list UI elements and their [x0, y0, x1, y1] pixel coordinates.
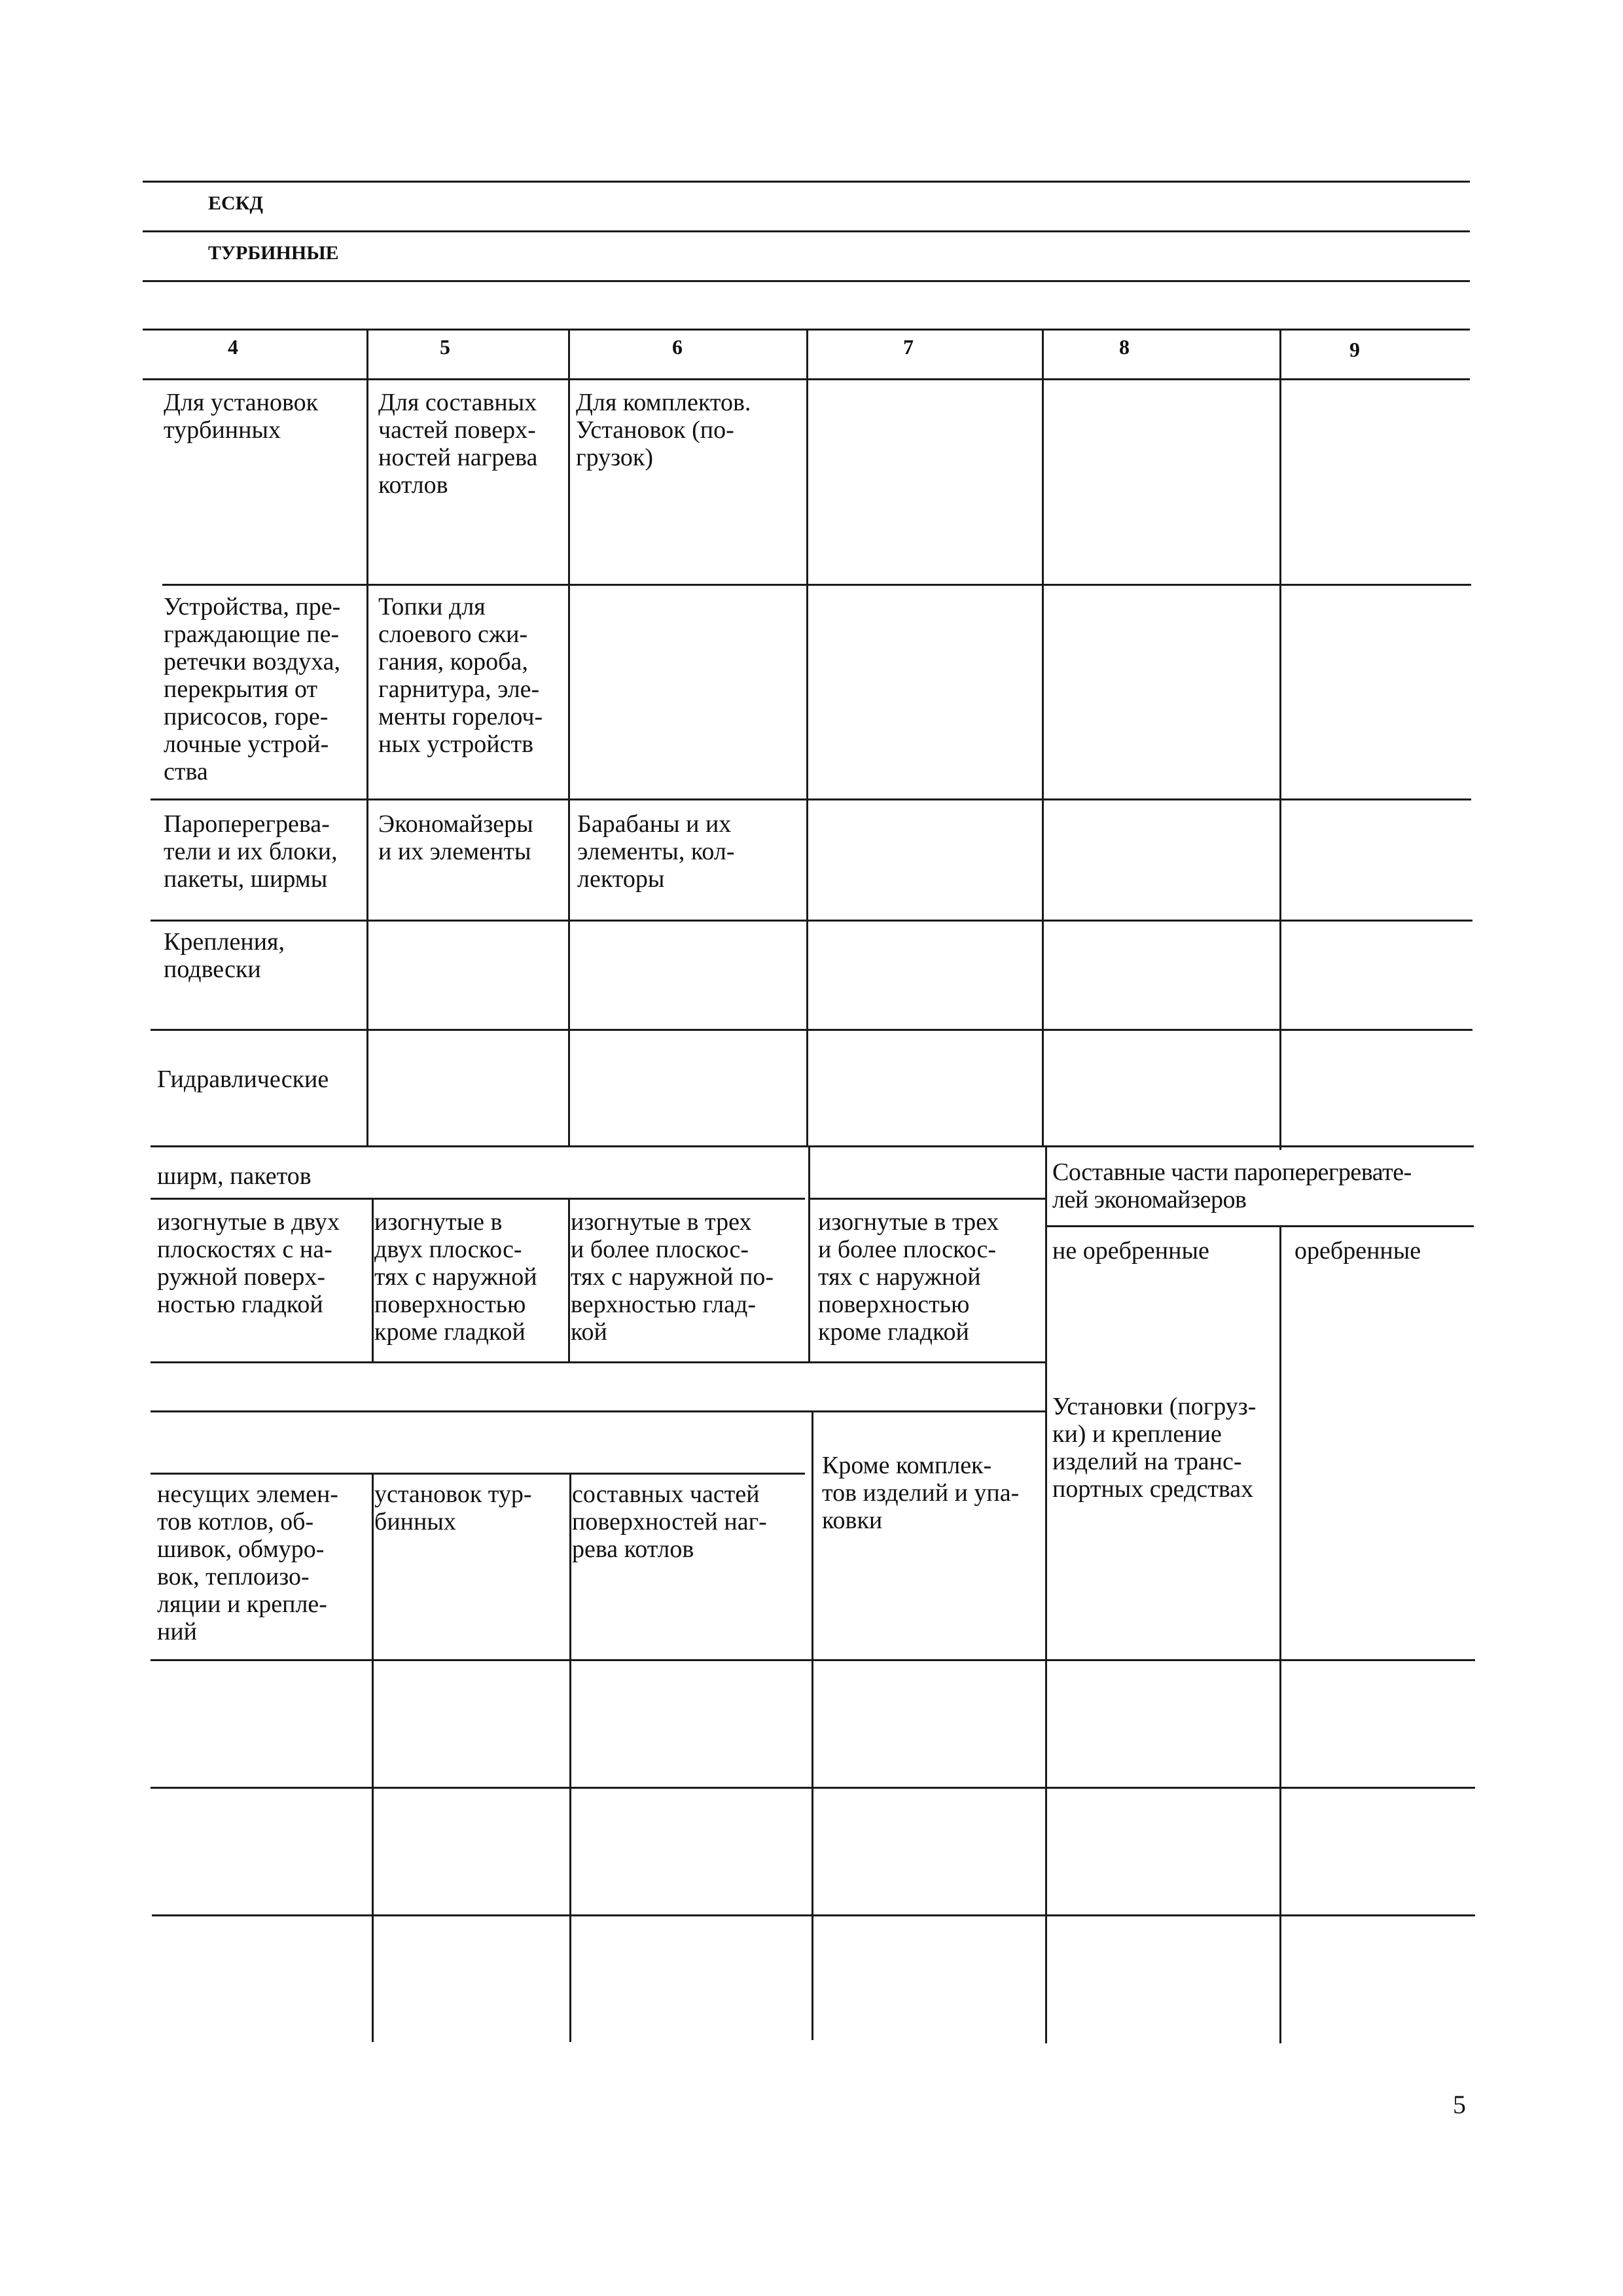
page-number: 5: [1453, 2090, 1466, 2119]
header-label-eskd: ЕСКД: [208, 192, 264, 214]
column-rule: [1279, 1225, 1281, 2043]
cell-text: Для комплектов. Установок (по- грузок): [576, 389, 751, 471]
column-rule: [372, 1198, 374, 1361]
cell-text: изогнутые в трех и более плоскос- тях с наружной по- верхностью глад- кой: [571, 1208, 774, 1346]
table-rule: [151, 1029, 1472, 1031]
table-rule: [1045, 1225, 1474, 1227]
cell-text: составных частей поверхностей наг- рева котлов: [572, 1480, 767, 1563]
header-rule-3: [143, 280, 1470, 282]
column-rule: [806, 329, 808, 1147]
table-rule: [162, 584, 1471, 586]
column-rule: [372, 1473, 374, 2042]
table-rule: [151, 1145, 1474, 1147]
header-rule-2: [143, 230, 1470, 232]
cell-text: Для составных частей поверх- ностей нагрева котлов: [378, 389, 538, 499]
column-rule: [808, 1145, 810, 1361]
cell-text: Экономайзеры и их элементы: [378, 810, 533, 865]
column-rule: [812, 1410, 813, 2040]
table-rule: [151, 1473, 805, 1475]
cell-text: Гидравлические: [157, 1066, 329, 1093]
column-number: 4: [228, 335, 238, 359]
header-label-turbine: ТУРБИННЫЕ: [208, 242, 339, 264]
table-rule: [151, 1410, 1046, 1412]
column-number: 9: [1349, 338, 1360, 361]
header-rule-top: [143, 181, 1470, 183]
cell-text: Барабаны и их элементы, кол- лекторы: [577, 810, 735, 893]
column-rule: [568, 329, 570, 1147]
column-rule: [366, 329, 368, 1147]
cell-text: Составные части пароперегревате- лей экономайзеров: [1052, 1158, 1412, 1213]
column-number: 5: [440, 335, 450, 359]
table-rule: [151, 798, 1471, 800]
table-rule: [810, 1198, 1045, 1200]
column-rule: [1045, 1145, 1047, 2043]
cell-text: Крепления, подвески: [164, 928, 285, 983]
cell-text: несущих элемен- тов котлов, об- шивок, обмуро- вок, теплоизо- ляции и крепле- ний: [157, 1480, 338, 1645]
cell-text: изогнутые в двух плоскостях с на- ружной поверх- ностью гладкой: [157, 1208, 340, 1318]
cell-text: ширм, пакетов: [157, 1162, 312, 1190]
cell-text: изогнутые в двух плоскос- тях с наружной поверхностью кроме гладкой: [374, 1208, 537, 1346]
column-rule: [568, 1198, 570, 1361]
cell-text: Устройства, пре- граждающие пе- ретечки воздуха, перекрытия от присосов, горе- лочные устрой- ства: [164, 593, 341, 785]
cell-text: оребренные: [1294, 1237, 1421, 1265]
column-number: 7: [903, 335, 914, 359]
cell-text: Для установок турбинных: [164, 389, 319, 444]
column-number: 6: [672, 335, 683, 359]
cell-text: изогнутые в трех и более плоскос- тях с наружной поверхностью кроме гладкой: [818, 1208, 999, 1346]
column-rule: [1042, 329, 1044, 1147]
table-rule: [151, 1198, 805, 1200]
cell-text: не оребренные: [1052, 1237, 1209, 1265]
cell-text: Установки (погруз- ки) и крепление изделий на транс- портных средствах: [1052, 1393, 1257, 1503]
cell-text: установок тур- бинных: [374, 1480, 532, 1535]
cell-text: Кроме комплек- тов изделий и упа- ковки: [822, 1452, 1020, 1534]
column-rule: [569, 1473, 571, 2042]
column-number: 8: [1119, 335, 1130, 359]
table-rule: [151, 920, 1472, 922]
table-rule: [152, 1914, 1475, 1916]
table-rule: [151, 1361, 1046, 1363]
cell-text: Пароперегрева- тели и их блоки, пакеты, ширмы: [164, 810, 338, 893]
column-rule: [1279, 329, 1281, 1150]
cell-text: Топки для слоевого сжи- гания, короба, гарнитура, эле- менты горелоч- ных устройств: [378, 593, 543, 758]
